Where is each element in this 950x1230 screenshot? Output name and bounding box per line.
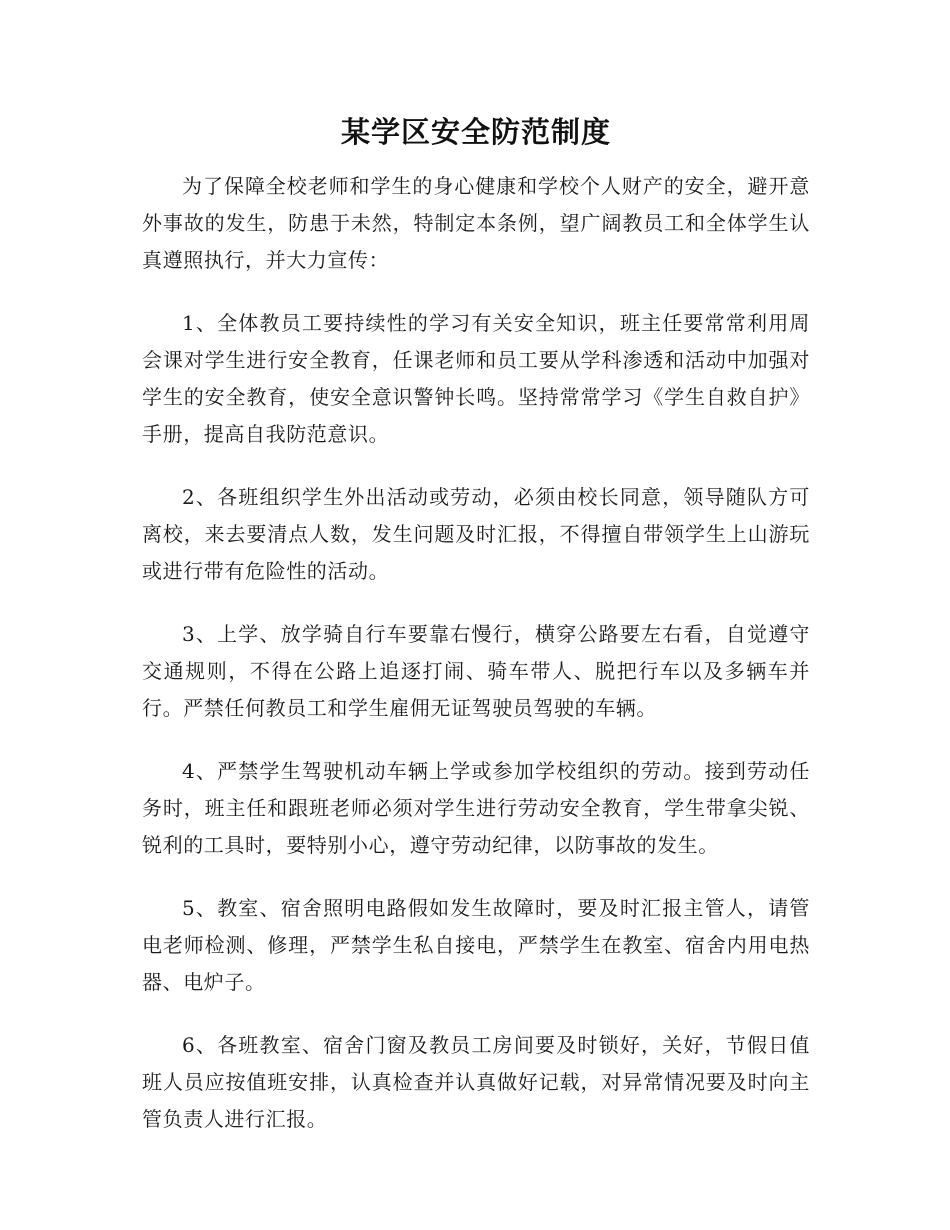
paragraph-rule-1: 1、全体教员工要持续性的学习有关安全知识，班主任要常常利用周会课对学生进行安全教育，任课老师和员工要从学科渗透和活动中加强对学生的安全教育，使安全意识警钟长鸣。坚持常常学习《学生自救自护》手册，提高自我防范意识。 [142, 311, 810, 446]
paragraph-rule-6: 6、各班教室、宿舍门窗及教员工房间要及时锁好，关好，节假日值班人员应按值班安排，认真检查并认真做好记载，对异常情况要及时向主管负责人进行汇报。 [142, 1033, 810, 1131]
paragraph-rule-4: 4、严禁学生驾驶机动车辆上学或参加学校组织的劳动。接到劳动任务时，班主任和跟班老师必须对学生进行劳动安全教育，学生带拿尖锐、锐利的工具时，要特别小心，遵守劳动纪律，以防事故的发生。 [142, 759, 810, 857]
document-title: 某学区安全防范制度 [340, 115, 611, 149]
paragraph-rule-2: 2、各班组织学生外出活动或劳动，必须由校长同意，领导随队方可离校，来去要清点人数，发生问题及时汇报，不得擅自带领学生上山游玩或进行带有危险性的活动。 [142, 485, 810, 583]
paragraph-rule-3: 3、上学、放学骑自行车要靠右慢行，横穿公路要左右看，自觉遵守交通规则，不得在公路上追逐打闹、骑车带人、脱把行车以及多辆车并行。严禁任何教员工和学生雇佣无证驾驶员驾驶的车辆。 [142, 622, 810, 720]
paragraph-rule-5: 5、教室、宿舍照明电路假如发生故障时，要及时汇报主管人，请管电老师检测、修理，严禁学生私自接电，严禁学生在教室、宿舍内用电热器、电炉子。 [142, 896, 810, 994]
paragraph-intro: 为了保障全校老师和学生的身心健康和学校个人财产的安全，避开意外事故的发生，防患于未然，特制定本条例，望广阔教员工和全体学生认真遵照执行，并大力宣传： [142, 174, 810, 272]
